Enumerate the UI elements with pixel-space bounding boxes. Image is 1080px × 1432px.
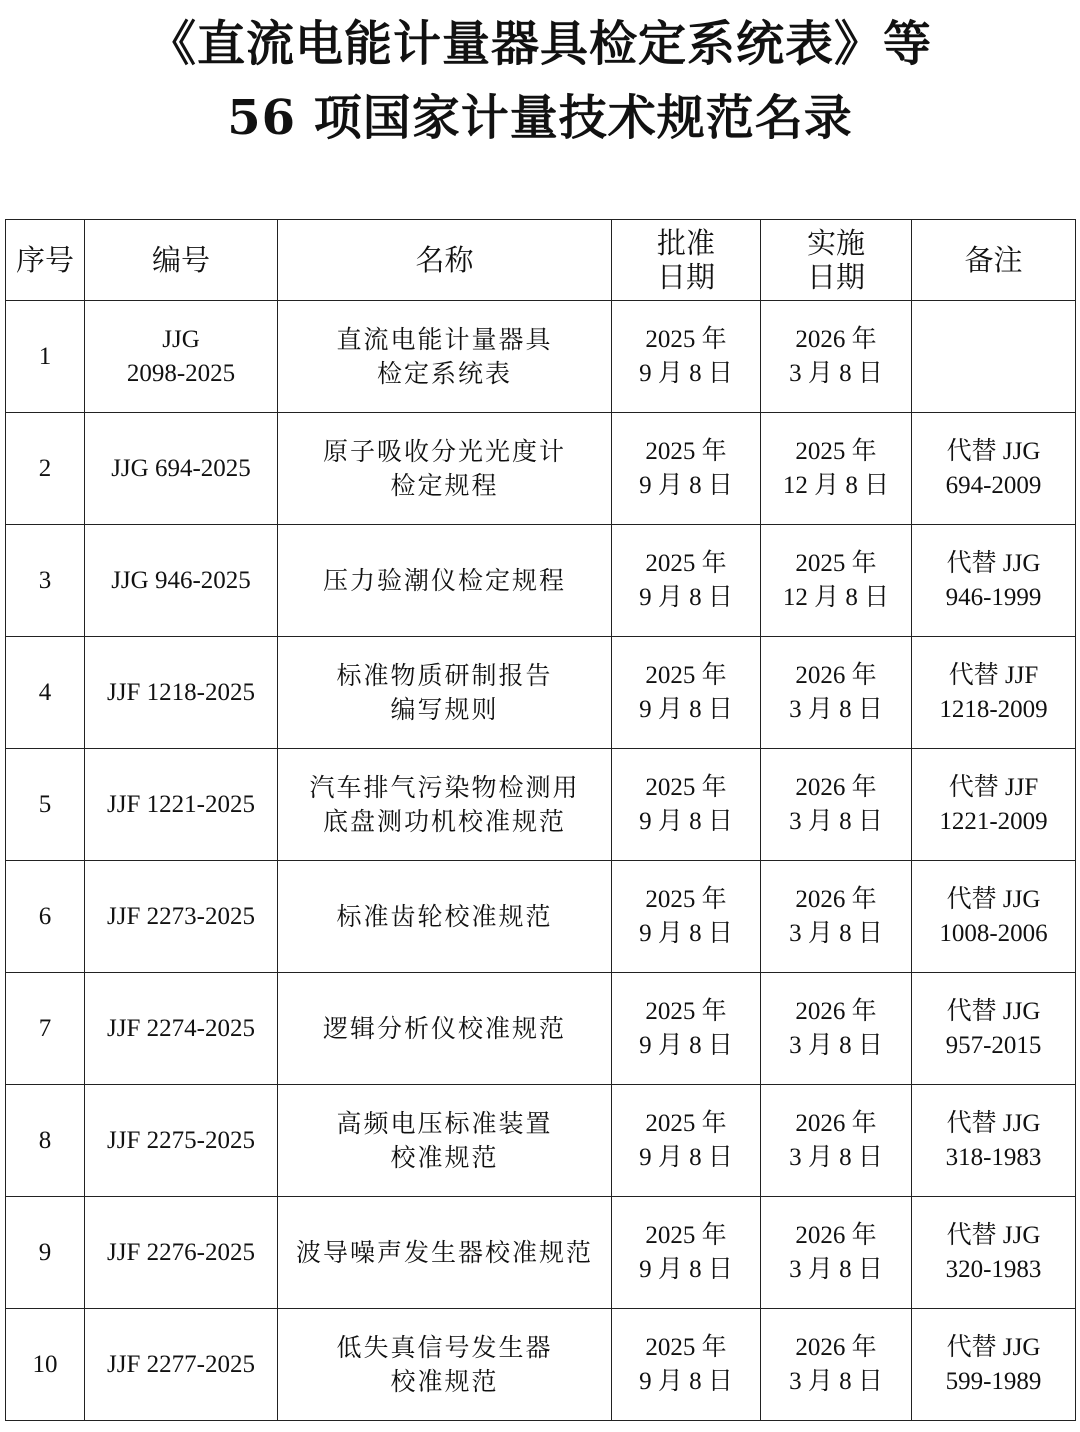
header-code: 编号 xyxy=(85,220,278,301)
row-implementation-date: 2026 年 3 月 8 日 xyxy=(761,637,912,749)
row-note: 代替 JJG 694-2009 xyxy=(912,413,1076,525)
header-name: 名称 xyxy=(278,220,612,301)
specification-catalog-table xyxy=(5,219,1076,1421)
row-index: 1 xyxy=(6,301,85,413)
row-code: JJF 2276-2025 xyxy=(85,1197,278,1309)
row-code: JJF 2273-2025 xyxy=(85,861,278,973)
table-row xyxy=(6,749,1076,861)
row-name: 标准物质研制报告 编写规则 xyxy=(278,637,612,749)
table-row xyxy=(6,1197,1076,1309)
row-implementation-date: 2025 年 12 月 8 日 xyxy=(761,525,912,637)
row-approval-date: 2025 年 9 月 8 日 xyxy=(612,525,761,637)
row-code: JJF 2277-2025 xyxy=(85,1309,278,1421)
row-name: 压力验潮仪检定规程 xyxy=(278,525,612,637)
row-code: JJF 2275-2025 xyxy=(85,1085,278,1197)
table-row xyxy=(6,973,1076,1085)
row-approval-date: 2025 年 9 月 8 日 xyxy=(612,413,761,525)
table-row xyxy=(6,301,1076,413)
row-index: 5 xyxy=(6,749,85,861)
row-approval-date: 2025 年 9 月 8 日 xyxy=(612,749,761,861)
row-note: 代替 JJG 946-1999 xyxy=(912,525,1076,637)
row-approval-date: 2025 年 9 月 8 日 xyxy=(612,973,761,1085)
row-approval-date: 2025 年 9 月 8 日 xyxy=(612,1085,761,1197)
header-implementation-date: 实施 日期 xyxy=(761,220,912,301)
row-index: 2 xyxy=(6,413,85,525)
table-row xyxy=(6,525,1076,637)
row-note: 代替 JJG 320-1983 xyxy=(912,1197,1076,1309)
row-implementation-date: 2026 年 3 月 8 日 xyxy=(761,1197,912,1309)
table-row xyxy=(6,1085,1076,1197)
row-note: 代替 JJF 1221-2009 xyxy=(912,749,1076,861)
row-name: 低失真信号发生器 校准规范 xyxy=(278,1309,612,1421)
table-header-row xyxy=(6,220,1076,301)
table-row xyxy=(6,861,1076,973)
row-approval-date: 2025 年 9 月 8 日 xyxy=(612,1197,761,1309)
page-title-line-2: 56 项国家计量技术规范名录 xyxy=(227,90,853,146)
row-implementation-date: 2026 年 3 月 8 日 xyxy=(761,861,912,973)
row-note xyxy=(912,301,1076,413)
table-row xyxy=(6,637,1076,749)
row-name: 直流电能计量器具 检定系统表 xyxy=(278,301,612,413)
row-implementation-date: 2025 年 12 月 8 日 xyxy=(761,413,912,525)
row-name: 逻辑分析仪校准规范 xyxy=(278,973,612,1085)
row-name: 高频电压标准装置 校准规范 xyxy=(278,1085,612,1197)
header-approval-date: 批准 日期 xyxy=(612,220,761,301)
row-index: 8 xyxy=(6,1085,85,1197)
row-implementation-date: 2026 年 3 月 8 日 xyxy=(761,973,912,1085)
header-notes: 备注 xyxy=(912,220,1076,301)
row-index: 6 xyxy=(6,861,85,973)
table-row xyxy=(6,1309,1076,1421)
row-index: 4 xyxy=(6,637,85,749)
row-name: 标准齿轮校准规范 xyxy=(278,861,612,973)
row-note: 代替 JJG 318-1983 xyxy=(912,1085,1076,1197)
row-code: JJF 1221-2025 xyxy=(85,749,278,861)
row-note: 代替 JJG 599-1989 xyxy=(912,1309,1076,1421)
row-implementation-date: 2026 年 3 月 8 日 xyxy=(761,1309,912,1421)
row-name: 汽车排气污染物检测用 底盘测功机校准规范 xyxy=(278,749,612,861)
row-implementation-date: 2026 年 3 月 8 日 xyxy=(761,1085,912,1197)
row-approval-date: 2025 年 9 月 8 日 xyxy=(612,637,761,749)
row-index: 3 xyxy=(6,525,85,637)
row-approval-date: 2025 年 9 月 8 日 xyxy=(612,1309,761,1421)
row-index: 10 xyxy=(6,1309,85,1421)
row-code: JJF 2274-2025 xyxy=(85,973,278,1085)
row-code: JJG 946-2025 xyxy=(85,525,278,637)
row-index: 9 xyxy=(6,1197,85,1309)
row-name: 原子吸收分光光度计 检定规程 xyxy=(278,413,612,525)
row-note: 代替 JJG 1008-2006 xyxy=(912,861,1076,973)
row-approval-date: 2025 年 9 月 8 日 xyxy=(612,861,761,973)
row-implementation-date: 2026 年 3 月 8 日 xyxy=(761,301,912,413)
row-code: JJF 1218-2025 xyxy=(85,637,278,749)
page-title-line-1: 《直流电能计量器具检定系统表》等 xyxy=(147,16,932,72)
row-note: 代替 JJF 1218-2009 xyxy=(912,637,1076,749)
row-approval-date: 2025 年 9 月 8 日 xyxy=(612,301,761,413)
table-row xyxy=(6,413,1076,525)
row-note: 代替 JJG 957-2015 xyxy=(912,973,1076,1085)
row-code: JJG 2098-2025 xyxy=(85,301,278,413)
row-code: JJG 694-2025 xyxy=(85,413,278,525)
row-index: 7 xyxy=(6,973,85,1085)
table-body xyxy=(6,301,1076,1421)
header-index: 序号 xyxy=(6,220,85,301)
row-name: 波导噪声发生器校准规范 xyxy=(278,1197,612,1309)
row-implementation-date: 2026 年 3 月 8 日 xyxy=(761,749,912,861)
